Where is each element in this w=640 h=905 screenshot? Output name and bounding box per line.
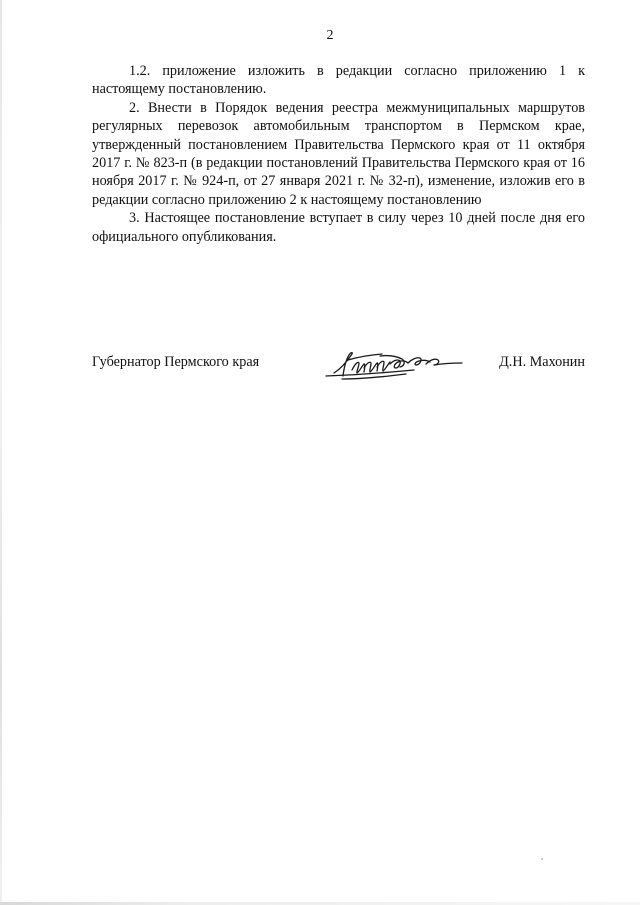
handwritten-signature [322,346,467,384]
signatory-title: Губернатор Пермского края [92,354,260,370]
signature-block [92,346,585,386]
page-number: 2 [326,28,334,43]
scan-margin-edge [0,0,2,905]
paragraph-1-2: 1.2. приложение изложить в редакции согласно приложению 1 к настоящему постановлению. [92,63,585,98]
signatory-name: Д.Н. Махонин [499,354,585,370]
document-body [92,62,585,246]
paragraph-2: 2. Внести в Порядок ведения реестра межмуниципальных маршрутов регулярных перевозок автомобильным транспортом в Пермском крае, утвержденный постановлением Правительства Пермского края от 11 октября 2017 г. № 823-п (в редакции постановлений Правительства Пермского края от 16 ноября 2017 г. № 924-п, от 27 января 2021 г. № 32-п), изменение, изложив его в редакции согласно приложению 2 к настоящему постановлению [92,99,585,208]
scan-speck [541,858,543,860]
paragraph-3: 3. Настоящее постановление вступает в силу через 10 дней после дня его официального опубликования. [92,210,585,245]
